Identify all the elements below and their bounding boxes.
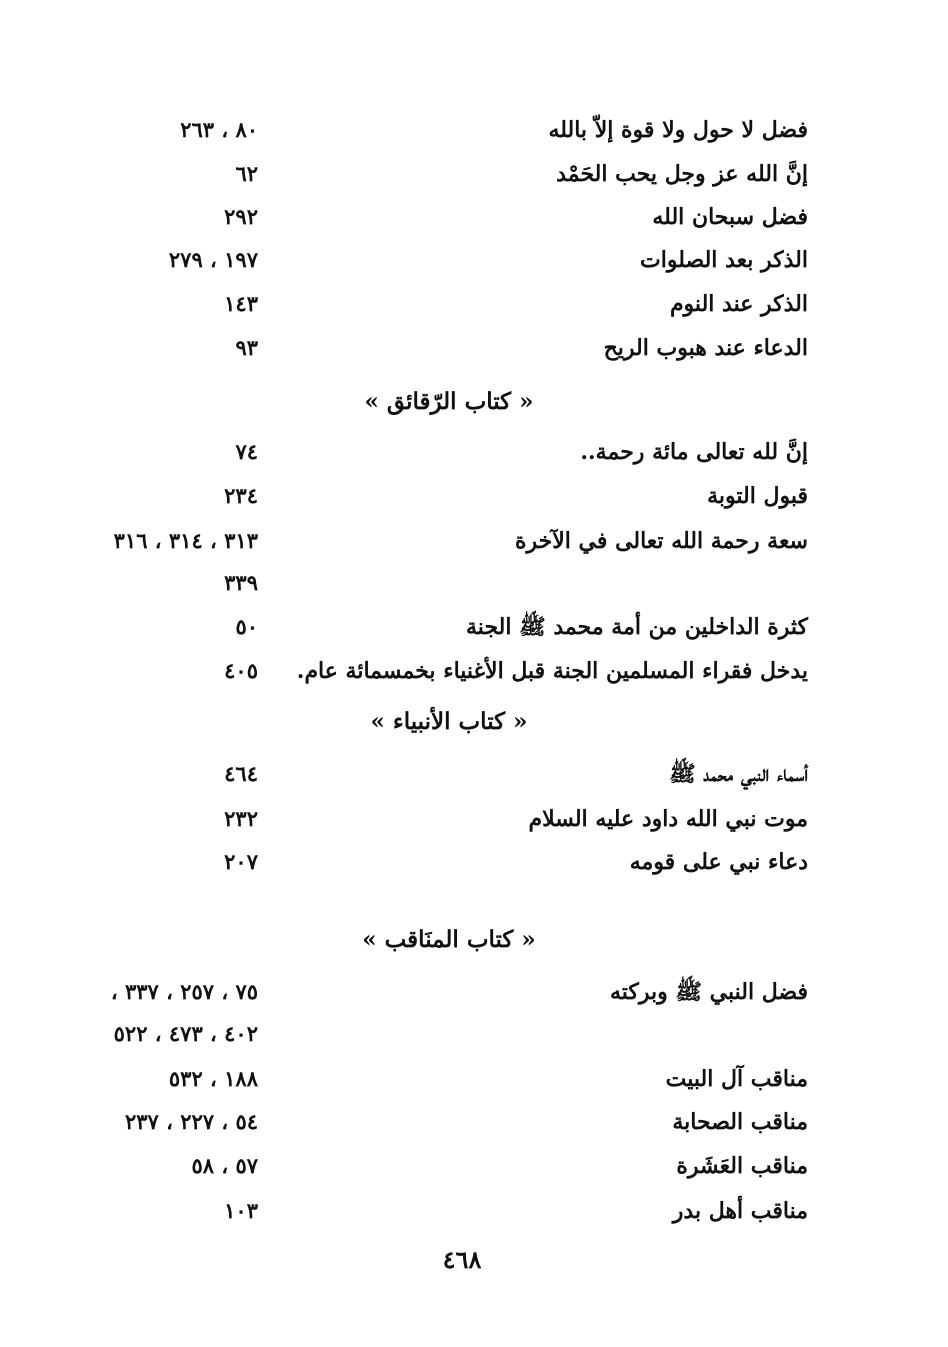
entry-pages: ٢٩٢ xyxy=(224,204,258,229)
index-entry xyxy=(0,1146,948,1186)
entry-pages: ٣٣٩ xyxy=(224,570,258,595)
entry-topic: فضل لا حول ولا قوة إلاّ بالله xyxy=(548,117,808,143)
entry-pages: ٦٢ xyxy=(235,161,258,186)
entry-pages: ٣١٣ ، ٣١٤ ، ٣١٦ xyxy=(113,528,258,553)
index-entry xyxy=(0,1102,948,1142)
index-entry xyxy=(0,197,948,237)
entry-topic: إنَّ الله عز وجل يحب الحَمْد xyxy=(556,161,808,187)
entry-topic: قبول التوبة xyxy=(707,483,808,509)
index-entry xyxy=(0,154,948,194)
entry-pages: ٩٣ xyxy=(235,335,258,360)
entry-topic: مناقب الصحابة xyxy=(672,1109,808,1135)
entry-pages: ١٠٣ xyxy=(224,1198,258,1223)
index-entry xyxy=(0,240,948,280)
index-entry xyxy=(0,799,948,839)
entry-topic: موت نبي الله داود عليه السلام xyxy=(528,806,808,832)
page-number: ٤٦٨ xyxy=(442,1245,482,1274)
entry-topic: فضل النبي ﷺ وبركته xyxy=(609,979,808,1005)
index-entry xyxy=(0,1059,948,1099)
index-entry xyxy=(0,110,948,150)
index-entry xyxy=(0,284,948,324)
index-entry xyxy=(0,432,948,472)
index-entry xyxy=(0,754,948,794)
entry-pages: ٢٣٢ xyxy=(224,806,258,831)
index-entry xyxy=(0,563,948,603)
index-entry xyxy=(0,972,948,1012)
entry-topic: فضل سبحان الله xyxy=(652,204,808,230)
entry-pages: ٤٠٥ xyxy=(224,658,258,683)
entry-topic: الذكر بعد الصلوات xyxy=(640,247,808,273)
entry-topic: يدخل فقراء المسلمين الجنة قبل الأغنياء بخمسمائة عام. xyxy=(296,658,808,684)
index-entry xyxy=(0,1191,948,1231)
entry-pages: ٧٥ ، ٢٥٧ ، ٣٣٧ ، xyxy=(110,979,258,1004)
entry-pages: ١٨٨ ، ٥٣٢ xyxy=(168,1066,258,1091)
index-entry xyxy=(0,328,948,368)
index-entry xyxy=(0,521,948,561)
entry-topic: مناقب العَشَرة xyxy=(676,1153,808,1179)
entry-topic: كثرة الداخلين من أمة محمد ﷺ الجنة xyxy=(466,614,808,640)
entry-pages: ٥٤ ، ٢٢٧ ، ٢٣٧ xyxy=(124,1109,258,1134)
index-entry xyxy=(0,842,948,882)
entry-pages: ٤٠٢ ، ٤٧٣ ، ٥٢٢ xyxy=(113,1021,258,1046)
entry-pages: ١٩٧ ، ٢٧٩ xyxy=(168,247,258,272)
entry-pages: ٧٤ xyxy=(235,439,258,464)
entry-pages: ١٤٣ xyxy=(224,291,258,316)
section-heading: « كتاب الرّقائق » xyxy=(364,388,534,415)
section-heading: « كتاب الأنبياء » xyxy=(370,708,528,735)
entry-pages: ٢٣٤ xyxy=(224,483,258,508)
entry-topic: دعاء نبي على قومه xyxy=(629,849,808,875)
entry-pages: ٤٦٤ xyxy=(224,761,258,786)
entry-topic: مناقب أهل بدر xyxy=(672,1198,808,1224)
index-entry xyxy=(0,476,948,516)
entry-pages: ٥٧ ، ٥٨ xyxy=(191,1153,258,1178)
entry-topic: أسماء النبي محمد ﷺ xyxy=(669,761,808,787)
index-entry xyxy=(0,651,948,691)
entry-pages: ٨٠ ، ٢٦٣ xyxy=(180,117,258,142)
entry-topic: سعة رحمة الله تعالى في الآخرة xyxy=(514,528,808,554)
index-entry xyxy=(0,1014,948,1054)
section-heading: « كتاب المنَاقب » xyxy=(362,926,536,953)
entry-topic: الدعاء عند هبوب الريح xyxy=(603,335,808,361)
entry-topic: مناقب آل البيت xyxy=(665,1066,808,1092)
entry-topic: إنَّ لله تعالى مائة رحمة.. xyxy=(580,439,808,465)
entry-pages: ٢٠٧ xyxy=(224,849,258,874)
entry-topic: الذكر عند النوم xyxy=(669,291,808,317)
index-entry xyxy=(0,607,948,647)
entry-pages: ٥٠ xyxy=(235,614,258,639)
